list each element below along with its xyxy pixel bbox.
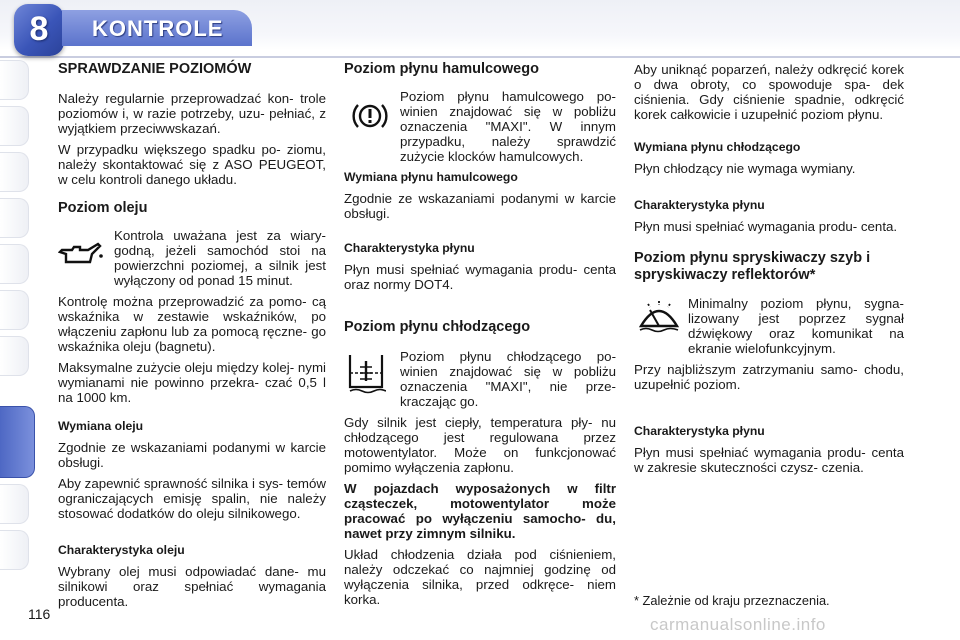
section-heading: SPRAWDZANIE POZIOMÓW — [58, 61, 252, 77]
paragraph: Przy najbliższym zatrzymaniu samo- chodu, uzupełnić poziom. — [634, 362, 904, 392]
washer-note — [634, 296, 904, 356]
subheading: Charakterystyka płynu — [344, 241, 475, 255]
oil-icon-text: Kontrola uważana jest za wiary- godną, jeżeli samochód stoi na powierzchni poziomej, a silnik jest wyłączony od ponad 15 minut. — [114, 228, 326, 288]
side-tab[interactable] — [0, 290, 29, 330]
paragraph: Zgodnie ze wskazaniami podanymi w karcie obsługi. — [344, 191, 616, 221]
chapter-number: 8 — [29, 10, 49, 48]
section-heading: Poziom płynu spryskiwaczy szyb i spryskiwaczy reflektorów* — [634, 250, 871, 283]
subheading: Charakterystyka oleju — [58, 543, 185, 557]
chapter-title: KONTROLE — [92, 16, 224, 41]
side-tab[interactable] — [0, 530, 29, 570]
paragraph: Płyn musi spełniać wymagania produ- centa w zakresie skuteczności czysz- czenia. — [634, 445, 904, 475]
paragraph: Płyn musi spełniać wymagania produ- centa oraz normy DOT4. — [344, 262, 616, 292]
chapter-title-tab — [62, 10, 252, 46]
column-2 — [344, 62, 616, 613]
brake-note — [344, 89, 616, 164]
subheading: Charakterystyka płynu — [634, 424, 765, 438]
column-3 — [634, 62, 904, 481]
oil-note — [58, 228, 326, 288]
paragraph: Wybrany olej musi odpowiadać dane- mu silnikowi oraz spełniać wymagania producenta. — [58, 564, 326, 609]
subheading: Wymiana płynu hamulcowego — [344, 170, 518, 184]
chapter-badge — [14, 4, 64, 56]
paragraph: Aby uniknąć poparzeń, należy odkręcić korek o dwa obroty, co spowoduje spa- dek ciśnienia. Gdy ciśnienie spadnie, odkręcić korek całkowicie i uzupełnić poziom płynu. — [634, 62, 904, 122]
side-tab[interactable] — [0, 244, 29, 284]
subheading: Wymiana płynu chłodzącego — [634, 140, 801, 154]
paragraph: Układ chłodzenia działa pod ciśnieniem, należy odczekać co najmniej godzinę od wyłączenia silnika, przed odkręce- niem korka. — [344, 547, 616, 607]
paragraph: Należy regularnie przeprowadzać kon- trole poziomów i, w razie potrzeby, uzu- pełniać, z wyjątkiem przeciwwskazań. — [58, 91, 326, 136]
page-number: 116 — [28, 606, 51, 622]
paragraph: Gdy silnik jest ciepły, temperatura pły- nu chłodzącego jest regulowana przez motowentylator. Może on funkcjonować pomimo wyłączenia zapłonu. — [344, 415, 616, 475]
chapter-side-tabs — [0, 60, 34, 580]
paragraph: Zgodnie ze wskazaniami podanymi w karcie obsługi. — [58, 440, 326, 470]
paragraph: Płyn chłodzący nie wymaga wymiany. — [634, 161, 856, 176]
paragraph: Płyn musi spełniać wymagania produ- centa. — [634, 219, 898, 234]
washer-fluid-icon — [638, 300, 680, 334]
subheading: Wymiana oleju — [58, 419, 144, 433]
coolant-note — [344, 349, 616, 409]
side-tab[interactable] — [0, 484, 29, 524]
paragraph: W przypadku większego spadku po- ziomu, należy skontaktować się z ASO PEUGEOT, w celu kontroli danego układu. — [58, 142, 326, 187]
watermark: carmanualsonline.info — [650, 615, 826, 634]
paragraph: Maksymalne zużycie oleju między kolej- nymi wymianami nie powinno przekra- czać 0,5 l na 1000 km. — [58, 360, 326, 405]
side-tab[interactable] — [0, 152, 29, 192]
side-tab-active[interactable] — [0, 406, 35, 478]
section-heading: Poziom oleju — [58, 200, 148, 216]
side-tab[interactable] — [0, 336, 29, 376]
column-1 — [58, 62, 326, 615]
side-tab[interactable] — [0, 198, 29, 238]
paragraph: Aby zapewnić sprawność silnika i sys- temów ograniczających emisję spalin, nie należy stosować dodatków do oleju silnikowego. — [58, 476, 326, 521]
footnote: * Zależnie od kraju przeznaczenia. — [634, 593, 830, 608]
section-heading: Poziom płynu chłodzącego — [344, 319, 531, 335]
header-divider — [0, 56, 960, 58]
brake-warning-icon — [350, 99, 390, 133]
brake-icon-text: Poziom płynu hamulcowego po- winien znajdować się w pobliżu oznaczenia "MAXI". W innym przypadku, należy sprawdzić zużycie klocków hamulcowych. — [400, 89, 616, 164]
side-tab[interactable] — [0, 106, 29, 146]
oil-can-icon — [58, 242, 104, 266]
washer-icon-text: Minimalny poziom płynu, sygna- lizowany jest poprzez sygnał dźwiękowy oraz komunikat na ekranie wielofunkcyjnym. — [688, 296, 904, 356]
section-heading: Poziom płynu hamulcowego — [344, 61, 539, 77]
subheading: Charakterystyka płynu — [634, 198, 765, 212]
warning-paragraph: W pojazdach wyposażonych w filtr cząsteczek, motowentylator może pracować po wyłączeniu samocho- du, nawet przy zimnym silniku. — [344, 481, 616, 541]
side-tab[interactable] — [0, 60, 29, 100]
coolant-level-icon — [346, 351, 386, 395]
coolant-icon-text: Poziom płynu chłodzącego po- winien znajdować się w pobliżu oznaczenia "MAXI", nie prze- kraczając go. — [400, 349, 616, 409]
paragraph: Kontrolę można przeprowadzić za pomo- cą wskaźnika w zestawie wskaźników, po włączeniu zapłonu lub za pomocą ręczne- go wskaźnika oleju (bagnetu). — [58, 294, 326, 354]
